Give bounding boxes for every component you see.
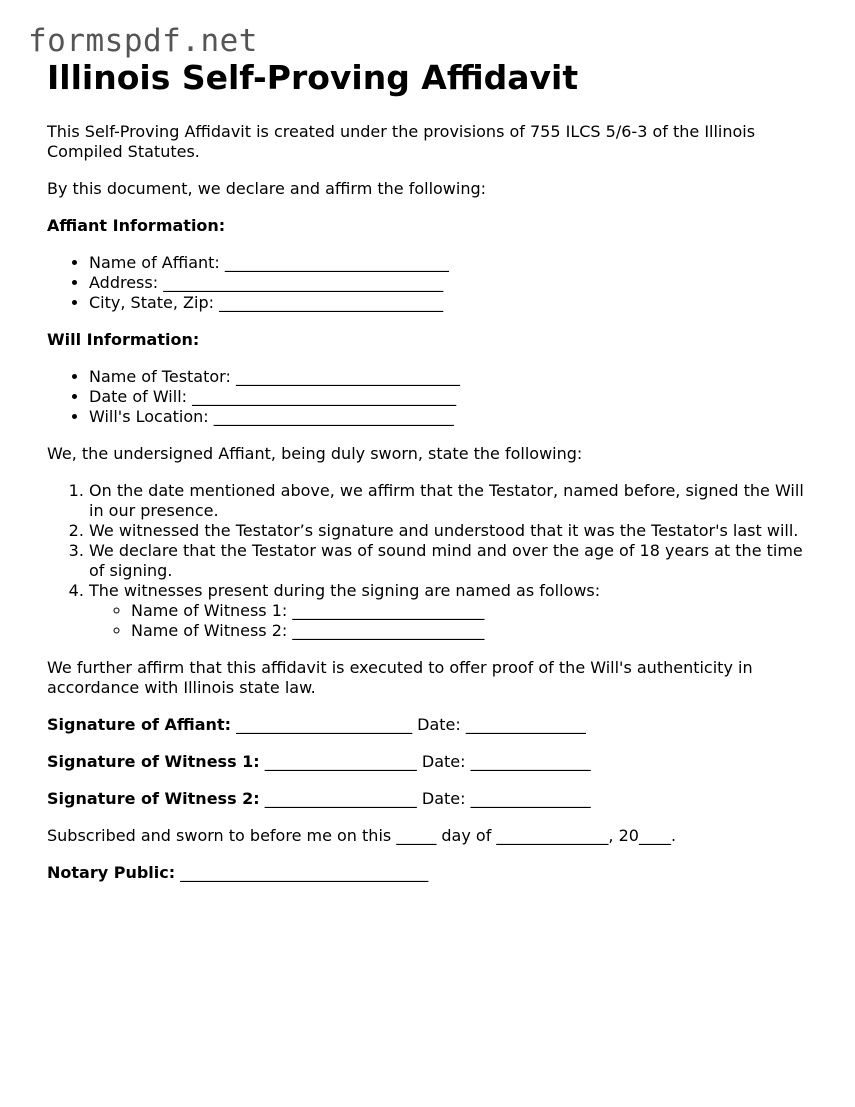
notary-blank: _______________________________ bbox=[175, 863, 429, 882]
signature-label: Signature of Witness 1: bbox=[47, 752, 260, 771]
witness-1-field: ◦ Name of Witness 1: ________________________ bbox=[131, 601, 817, 621]
intro-paragraph: This Self-Proving Affidavit is created under the provisions of 755 ILCS 5/6-3 of the Illinois Compiled Statutes. bbox=[47, 122, 756, 161]
statement-item: 1. On the date mentioned above, we affirm that the Testator, named before, signed the Will in our presence. bbox=[89, 481, 817, 521]
notary-line bbox=[47, 863, 817, 883]
statement-item: 2. We witnessed the Testator’s signature and understood that it was the Testator's last will. bbox=[89, 521, 817, 541]
declare-paragraph: By this document, we declare and affirm the following: bbox=[47, 179, 487, 198]
witness-list bbox=[89, 601, 817, 641]
sworn-statement: We, the undersigned Affiant, being duly sworn, state the following: bbox=[47, 444, 583, 463]
testator-name-field: • Name of Testator: ____________________________ bbox=[89, 367, 817, 387]
will-location-field: • Will's Location: ______________________________ bbox=[89, 407, 817, 427]
statement-item-witnesses bbox=[89, 581, 817, 641]
signature-label: Signature of Witness 2: bbox=[47, 789, 260, 808]
further-affirm-paragraph: We further affirm that this affidavit is executed to offer proof of the Will's authenticity in accordance with Illinois state law. bbox=[47, 658, 753, 697]
document-body bbox=[47, 122, 817, 900]
will-date-field: • Date of Will: _________________________________ bbox=[89, 387, 817, 407]
affiant-city-field: • City, State, Zip: ____________________________ bbox=[89, 293, 817, 313]
notary-label: Notary Public: bbox=[47, 863, 176, 882]
witness-2-signature-line bbox=[47, 789, 817, 809]
signature-blank: ___________________ Date: _______________ bbox=[259, 752, 591, 771]
signature-blank: ______________________ Date: _______________ bbox=[230, 715, 586, 734]
affiant-address-field: • Address: ___________________________________ bbox=[89, 273, 817, 293]
affiant-signature-line bbox=[47, 715, 817, 735]
statement-text: The witnesses present during the signing are named as follows: bbox=[89, 581, 601, 600]
document-title: Illinois Self-Proving Affidavit bbox=[47, 58, 579, 97]
witness-1-signature-line bbox=[47, 752, 817, 772]
statement-item: 3. We declare that the Testator was of sound mind and over the age of 18 years at the time of signing. bbox=[89, 541, 817, 581]
affiant-name-field: • Name of Affiant: ____________________________ bbox=[89, 253, 817, 273]
witness-2-field: ◦ Name of Witness 2: ________________________ bbox=[131, 621, 817, 641]
statements-list bbox=[47, 481, 817, 641]
signature-blank: ___________________ Date: _______________ bbox=[259, 789, 591, 808]
affiant-heading: Affiant Information: bbox=[47, 216, 226, 235]
will-heading: Will Information: bbox=[47, 330, 200, 349]
watermark: formspdf.net bbox=[28, 23, 258, 59]
affiant-list bbox=[47, 253, 817, 313]
will-list bbox=[47, 367, 817, 427]
subscribed-line: Subscribed and sworn to before me on this _____ day of ______________, 20____. bbox=[47, 826, 677, 845]
signature-label: Signature of Affiant: bbox=[47, 715, 231, 734]
